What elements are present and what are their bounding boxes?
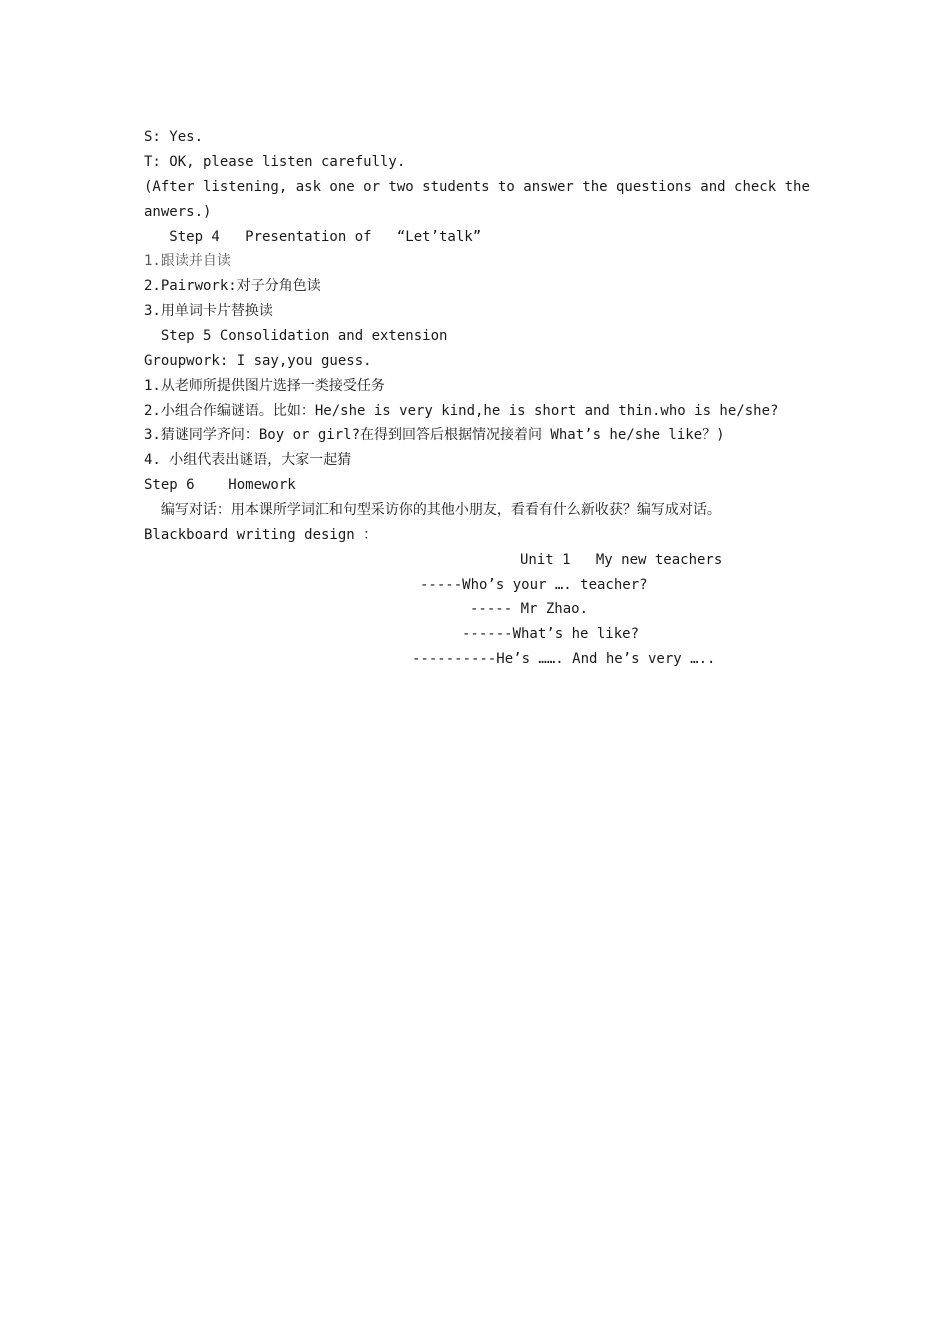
line-after-listening: (After listening, ask one or two students to answer the questions and check the: [144, 179, 810, 195]
step5-item-2: 2.小组合作编谜语。比如：He/she is very kind,he is short and thin.who is he/she?: [144, 403, 779, 419]
board-row-1: -----Who’s your …. teacher?: [420, 577, 648, 593]
line-t-ok: T: OK, please listen carefully.: [144, 154, 406, 170]
step4-item-1: 1.跟读并自读: [144, 253, 231, 269]
board-row-4: ----------He’s ……. And he’s very …..: [412, 651, 716, 667]
board-row-3: ------What’s he like?: [462, 626, 640, 642]
heading-step-4: Step 4 Presentation of “Let’talk”: [144, 229, 482, 245]
step4-item-3: 3.用单词卡片替换读: [144, 303, 273, 319]
homework-line: 编写对话：用本课所学词汇和句型采访你的其他小朋友，看看有什么新收获？编写成对话。: [144, 502, 721, 518]
groupwork-line: Groupwork: I say,you guess.: [144, 353, 372, 369]
blackboard-heading: Blackboard writing design ：: [144, 527, 378, 543]
line-answers: anwers.): [144, 204, 212, 220]
heading-step-5: Step 5 Consolidation and extension: [144, 328, 448, 344]
step4-item-2: 2.Pairwork:对子分角色读: [144, 278, 321, 294]
board-row-2: ----- Mr Zhao.: [470, 601, 589, 617]
step5-item-1: 1.从老师所提供图片选择一类接受任务: [144, 378, 385, 394]
step5-item-3: 3.猜谜同学齐问：Boy or girl?在得到回答后根据情况接着问 What’s he/she like？): [144, 427, 725, 443]
heading-step-6: Step 6 Homework: [144, 477, 296, 493]
board-title: Unit 1 My new teachers: [520, 552, 723, 568]
step5-item-4: 4. 小组代表出谜语，大家一起猜: [144, 452, 352, 468]
line-s-yes: S: Yes.: [144, 129, 204, 145]
